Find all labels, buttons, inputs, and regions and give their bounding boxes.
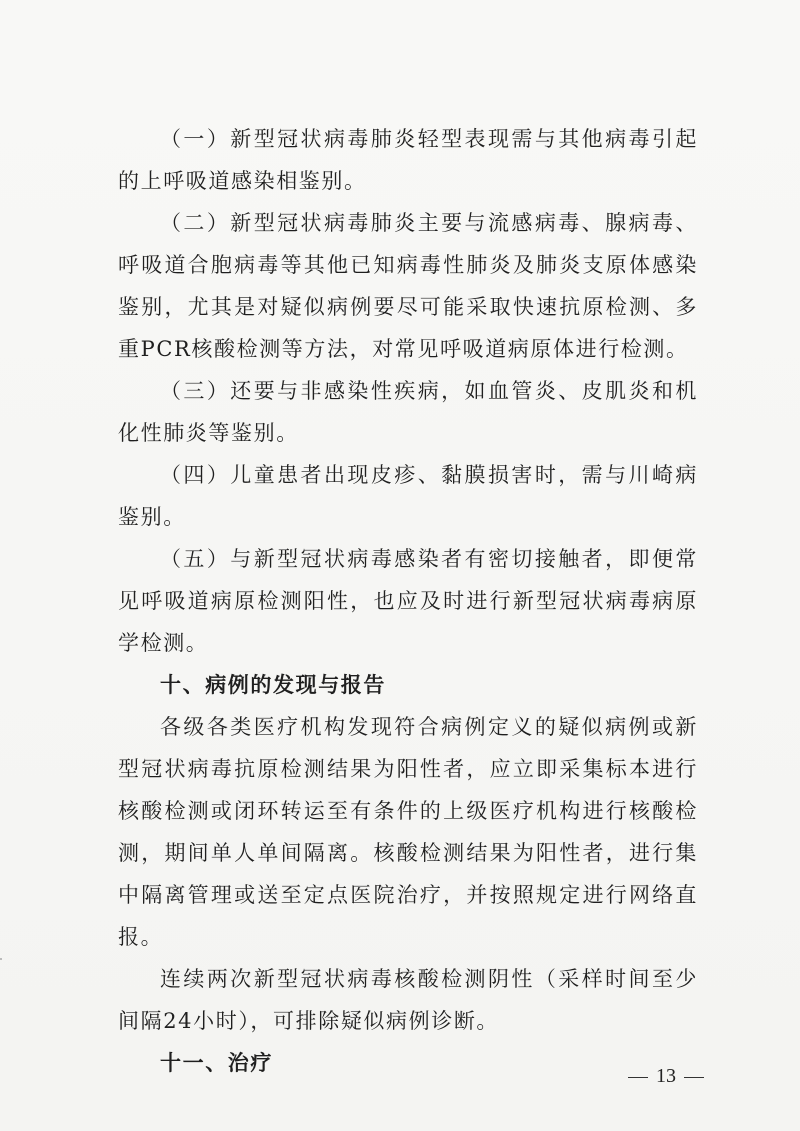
document-body <box>118 118 698 1084</box>
page-number: 13 <box>656 1065 676 1087</box>
scan-mark <box>0 958 2 960</box>
paragraph-differential-1: （一）新型冠状病毒肺炎轻型表现需与其他病毒引起的上呼吸道感染相鉴别。 <box>118 127 698 193</box>
paragraph-case-report-1: 各级各类医疗机构发现符合病例定义的疑似病例或新型冠状病毒抗原检测结果为阳性者，应立即采集标本进行核酸检测或闭环转运至有条件的上级医疗机构进行核酸检测，期间单人单间隔离。核酸检测结果为阳性者，进行集中隔离管理或送至定点医院治疗，并按照规定进行网络直报。 <box>118 715 698 949</box>
paragraph-differential-4: （四）儿童患者出现皮疹、黏膜损害时，需与川崎病鉴别。 <box>118 463 698 529</box>
page-number-footer <box>620 1064 700 1088</box>
paragraph-differential-3: （三）还要与非感染性疾病，如血管炎、皮肌炎和机化性肺炎等鉴别。 <box>118 379 698 445</box>
paragraph-differential-2: （二）新型冠状病毒肺炎主要与流感病毒、腺病毒、呼吸道合胞病毒等其他已知病毒性肺炎及肺炎支原体感染鉴别，尤其是对疑似病例要尽可能采取快速抗原检测、多重PCR核酸检测等方法，对常见呼吸道病原体进行检测。 <box>118 211 698 361</box>
left-dash <box>628 1077 648 1078</box>
paragraph-differential-5: （五）与新型冠状病毒感染者有密切接触者，即便常见呼吸道病原检测阳性，也应及时进行新型冠状病毒病原学检测。 <box>118 547 698 655</box>
right-dash <box>684 1077 704 1078</box>
section-heading-case-report: 十、病例的发现与报告 <box>160 673 386 697</box>
paragraph-case-report-2: 连续两次新型冠状病毒核酸检测阴性（采样时间至少间隔24小时），可排除疑似病例诊断。 <box>118 967 698 1033</box>
section-heading-treatment: 十一、治疗 <box>160 1051 273 1075</box>
